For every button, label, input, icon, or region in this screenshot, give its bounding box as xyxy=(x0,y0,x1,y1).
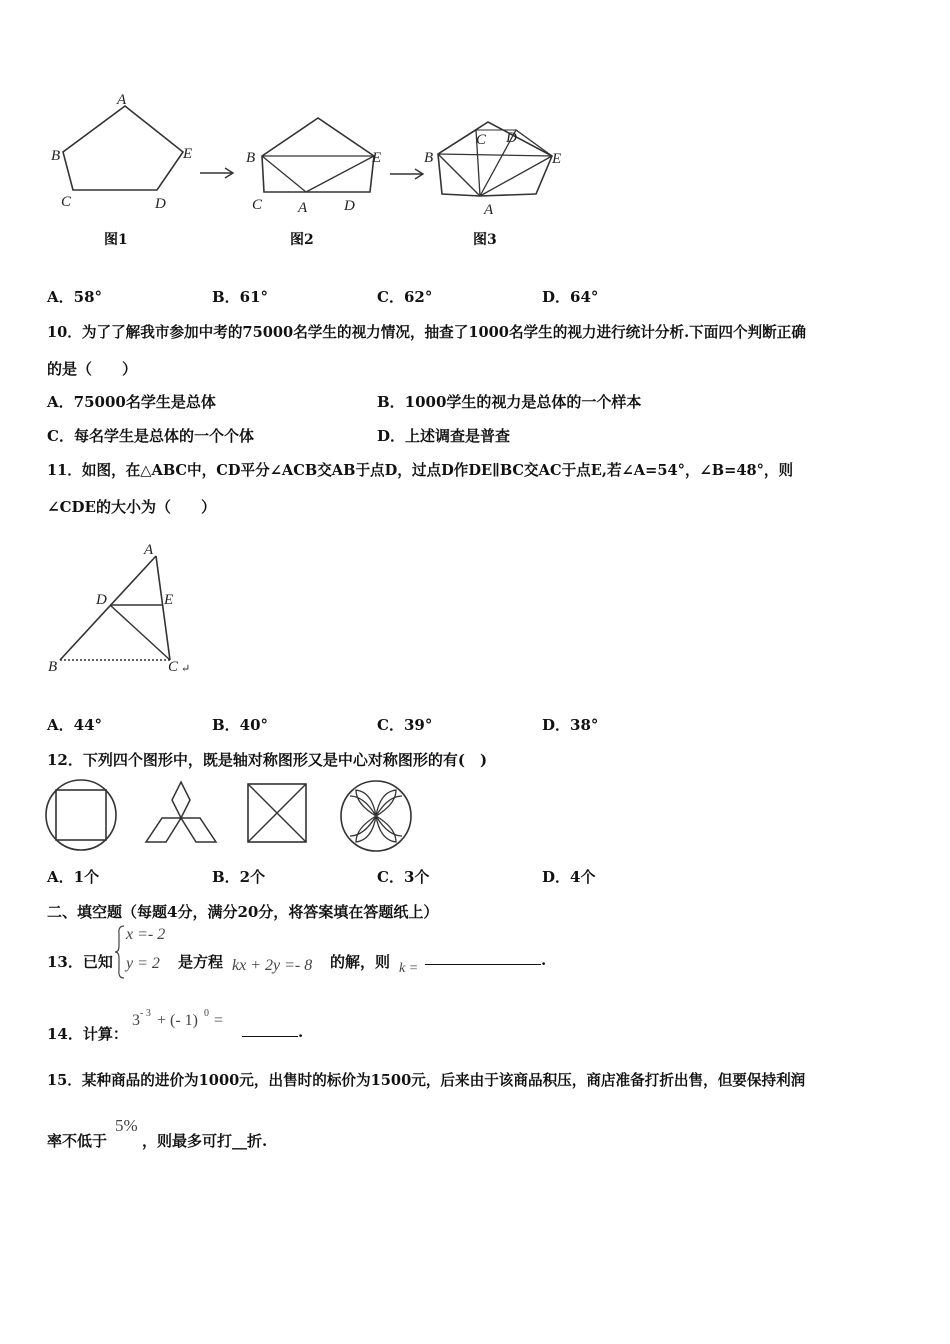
q11-option-b: B．40° xyxy=(212,716,269,734)
q13-eq2: y = 2 xyxy=(126,955,160,972)
q9-fig1-label-c: C xyxy=(61,194,72,210)
q14-equals: = xyxy=(214,1012,224,1029)
q11-return-mark: ↵ xyxy=(181,663,191,675)
q11-label-a: A xyxy=(144,542,154,558)
q13-eq1: x =- 2 xyxy=(126,926,166,943)
q13-k-label: k = xyxy=(399,961,419,976)
q9-figure-2 xyxy=(240,106,390,216)
q11-triangle-figure xyxy=(44,538,204,678)
q9-caption-1: 图1 xyxy=(104,232,128,248)
q9-fig1-label-d: D xyxy=(155,196,166,212)
q9-option-c: C．62° xyxy=(377,288,433,306)
q9-figure-1 xyxy=(45,92,205,222)
q9-fig1-label-e: E xyxy=(183,146,193,162)
q9-option-d: D．64° xyxy=(542,288,599,306)
q11-option-d: D．38° xyxy=(542,716,599,734)
q9-arrow-1 xyxy=(198,165,238,181)
q9-figure-3 xyxy=(420,106,575,216)
q14-end: . xyxy=(298,1023,304,1041)
q14-answer-blank[interactable] xyxy=(242,1022,298,1041)
q14-exponent-2: 0 xyxy=(204,1008,209,1019)
q12-option-d: D．4个 xyxy=(542,868,596,886)
q12-shape-circle-petals xyxy=(338,778,414,854)
q9-fig2-label-a: A xyxy=(298,200,308,216)
q9-fig2-label-d: D xyxy=(344,198,355,214)
section-2-heading: 二、填空题（每题4分，满分20分，将答案填在答题纸上） xyxy=(47,903,439,921)
q12-stem: 12．下列四个图形中，既是轴对称图形又是中心对称图形的有( ) xyxy=(47,751,488,769)
q12-shape-circle-square xyxy=(44,778,118,852)
q9-option-b: B．61° xyxy=(212,288,269,306)
q13-end: . xyxy=(541,951,547,969)
q9-caption-2: 图2 xyxy=(290,232,314,248)
q15-percent: 5% xyxy=(115,1116,138,1135)
q9-fig3-label-a: A xyxy=(484,202,494,216)
q11-label-d: D xyxy=(96,592,107,608)
q9-fig3-label-d: D xyxy=(506,130,517,146)
q9-fig1-label-b: B xyxy=(51,148,61,164)
q15-line2-end: ，则最多可打__折. xyxy=(142,1132,268,1150)
q11-label-c: C xyxy=(168,659,179,675)
q9-fig3-label-e: E xyxy=(552,151,562,167)
q15-line2-start: 率不低于 xyxy=(47,1132,108,1150)
q12-shape-three-rhombi xyxy=(142,778,220,848)
q12-option-b: B．2个 xyxy=(212,868,266,886)
q11-stem-line1: 11．如图，在△ABC中，CD平分∠ACB交AB于点D，过点D作DE∥BC交AC于点E,若∠A=54°，∠B=48°，则 xyxy=(47,462,794,479)
q12-option-a: A．1个 xyxy=(47,868,100,886)
q14-prefix: 14．计算： xyxy=(47,1025,128,1043)
q10-stem-line2: 的是（ ） xyxy=(47,360,138,378)
q11-label-e: E xyxy=(164,592,174,608)
q9-fig3-label-c: C xyxy=(476,132,487,148)
q9-fig2-label-e: E xyxy=(372,150,382,166)
q10-option-d: D．上述调查是普查 xyxy=(377,427,511,445)
q9-option-a: A．58° xyxy=(47,288,103,306)
q11-label-b: B xyxy=(48,659,58,675)
q10-option-c: C．每名学生是总体的一个个体 xyxy=(47,427,254,445)
q13-prefix: 13．已知 xyxy=(47,953,113,971)
q10-stem-line1: 10．为了了解我市参加中考的75000名学生的视力情况，抽查了1000名学生的视力进行统计分析.下面四个判断正确 xyxy=(47,324,806,341)
q9-fig3-label-b: B xyxy=(424,150,434,166)
q13-answer-blank[interactable] xyxy=(425,950,541,969)
q9-fig2-label-c: C xyxy=(252,197,263,213)
q13-equation: kx + 2y =- 8 xyxy=(232,957,313,974)
q9-fig1-label-a: A xyxy=(117,92,127,108)
q13-system-brace xyxy=(114,924,126,980)
q14-base: 3 xyxy=(132,1012,140,1029)
q11-stem-line2: ∠CDE的大小为（ ） xyxy=(47,498,216,516)
q9-caption-3: 图3 xyxy=(473,232,497,248)
q14-plus-term: + (- 1) xyxy=(157,1012,199,1029)
q14-exponent-1: - 3 xyxy=(140,1008,151,1019)
q11-option-c: C．39° xyxy=(377,716,433,734)
q13-mid: 是方程 xyxy=(178,953,224,971)
q10-option-b: B．1000学生的视力是总体的一个样本 xyxy=(377,393,642,411)
q12-shape-square-diagonals xyxy=(246,782,310,846)
q15-stem-line1: 15．某种商品的进价为1000元，出售时的标价为1500元，后来由于该商品积压，商店准备打折出售，但要保持利润 xyxy=(47,1072,806,1089)
q13-suffix: 的解，则 xyxy=(330,953,391,971)
q9-fig2-label-b: B xyxy=(246,150,256,166)
q12-option-c: C．3个 xyxy=(377,868,430,886)
q10-option-a: A．75000名学生是总体 xyxy=(47,393,216,411)
q11-option-a: A．44° xyxy=(47,716,103,734)
